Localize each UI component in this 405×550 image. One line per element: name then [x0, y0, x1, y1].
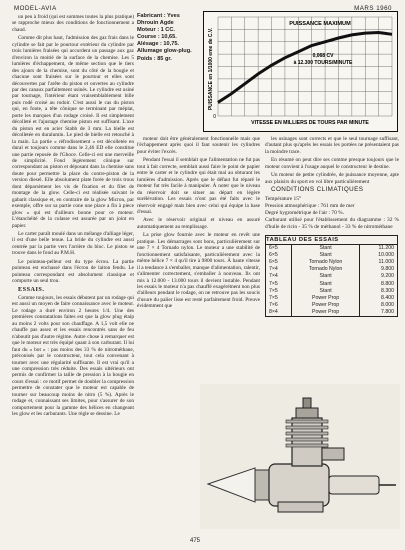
max-power-value: 0,068 CV: [312, 53, 334, 59]
prop-make-cell: Tornado Nylon: [292, 266, 359, 273]
rpm-cell: 9.200: [359, 273, 397, 280]
spec-row: Alésage : 10,75.: [137, 41, 179, 48]
power-curve-chart: [203, 11, 398, 132]
engine-specs: [137, 13, 199, 63]
paragraph: Le carter paraît moulé dans un mélange d'alliage léger, il est d'une belle tenue. La bride du cylindre est aussi centrée par la partie vers l'arrière du bloc. Le piston se trouve dans le fond au P.M.H.: [12, 230, 134, 257]
prop-size-cell: 8×4: [266, 309, 292, 317]
prop-make-cell: Stant: [292, 273, 359, 280]
prop-make-cell: Stant: [292, 245, 359, 253]
spec-row: Moteur : 1 CC.: [137, 27, 175, 34]
prop-make-cell: Stant: [292, 288, 359, 295]
table-row: [266, 259, 398, 266]
paragraph: Avec le réservoir original et niveau en assuré automatiquement au remplissage.: [137, 217, 260, 230]
prop-size-cell: 6×5: [266, 252, 292, 259]
paragraph: Pendant l'essai il semblait que l'alimentation ne fut pas tout à fait correcte, semblait aussi faire le point de papier entre le carter et le cylindre qui était mal au obturant les lumières d'admission. Après que le défaut fut réparé le moteur fut très facile à manipuler. À noter que le niveau du réservoir doit se situer au départ en légère surélévation. Les essais n'ont pas été faits avec le réservoir engagé mais bien avec celui qui équipe la base d'essai.: [137, 157, 260, 215]
prop-size-cell: 7×5: [266, 281, 292, 288]
issue-date: MARS 1960: [354, 5, 392, 12]
climatic-row: Carburant utilisé pour l'établissement du diagramme : 32 % d'huile de ricin - 35 % de méthanol - 33 % de nitrométhane: [265, 216, 399, 230]
prop-size-cell: 6×5: [266, 259, 292, 266]
rear-intake: [329, 476, 379, 494]
article-column-2: [137, 136, 260, 386]
spec-row: Poids : 85 gr.: [137, 55, 172, 62]
climatic-row: Température 15°: [265, 195, 302, 202]
prop-size-cell: 6×5: [266, 245, 292, 253]
paragraph: un peu à froid (qui est sommes toutes la plus pratique) se rapproche mieux des conditions de fonctionnement a chaud.: [12, 14, 134, 33]
table-row: [266, 245, 398, 253]
rpm-cell: 10.000: [359, 252, 397, 259]
table-row: [266, 273, 398, 280]
cylinder: [292, 418, 322, 466]
tests-table-title: TABLEAU DES ESSAIS: [266, 235, 398, 244]
prop-make-cell: Tornado Nylon: [292, 259, 359, 266]
rpm-cell: 9.800: [359, 266, 397, 273]
prop-make-cell: Power Prop: [292, 302, 359, 309]
climatic-conditions: [265, 196, 399, 231]
table-row: [266, 302, 398, 309]
page-number: 475: [190, 538, 201, 544]
table-row: [266, 309, 398, 317]
spec-row: Fabricant : Yves Dhrouin Agde: [137, 13, 180, 27]
max-power-rpm: à 12.300 TOURS/MINUTE: [293, 60, 353, 66]
max-power-label: PUISSANCE MAXIMUM: [289, 21, 351, 27]
y-axis-label: PUISSANCE en 1/1000 eme de C.V.: [208, 27, 214, 111]
rpm-cell: 8.400: [359, 295, 397, 302]
rpm-cell: 7.800: [359, 309, 397, 317]
spec-row: Allumage glow-plug.: [137, 48, 192, 55]
prop-make-cell: Stant: [292, 281, 359, 288]
prop-hub: [255, 470, 269, 500]
article-column-3: [265, 136, 399, 381]
climatic-row: Pression atmosphérique : 761 mm de mer: [265, 202, 355, 209]
prop-size-cell: 7×4: [266, 273, 292, 280]
prop-size-cell: 7×6: [266, 302, 292, 309]
mounting-lugs: [278, 502, 323, 512]
spec-row: Course : 10,65.: [137, 34, 177, 41]
table-row: [266, 288, 398, 295]
rpm-cell: 8.800: [359, 281, 397, 288]
rpm-cell: 8.000: [359, 302, 397, 309]
climatic-row: Degré hygrométrique de l'air : 70 %.: [265, 209, 344, 216]
crankcase: [269, 464, 329, 506]
table-row: [266, 252, 398, 259]
section-title-essais: ESSAIS.: [18, 285, 45, 293]
table-row: [266, 281, 398, 288]
engine-photo: [200, 384, 400, 529]
paragraph: Comme dit plus haut, l'admission des gaz frais dans le cylindre se fait par le pourtour extérieur du cylindre par trois lumières fraisées qui accordent un passage aux gaz d'environ la moitié de la surface de la chemise. Les 5 lumières d'échappement, de même section que le tiers des ajours de la chemise, sont du côté de la bougie et chacune sont fraisées sur le pourtour et elles sont découvertes par l'arête du piston et ouvertes au cylindre par des canaux parfaitement usinés. Le cylindre est usiné par tournage, l'intérieur étant vraisemblablement bille puis rodé croisé au rodoir. C'est aussi le cas du piston qui, en fonte, a tête cônique se terminant par méplat, porte les marques d'un rodage croisé. Il est simplement décolleté et l'ajustage chemise piston est suffisant. L'axe du piston est en acier Stabb de 3 mm. La bielle est décolletée en duralumin. Le pied de bielle est retouché à la main. La partie « réfrodissement » est décolletée en dural et toujours comme dans le 2,46 ED elle constitue une partie reposée de l'Ghoce. Celle-ci est une merveille de simplicité. Fond lègèrement cônique sur correspondant au piston et déposant dans la chemise sans doute pour permettre la place du contre-piston de la version diesel. Elle absolument plate forée de trois trous dont déparsèment les vis de fixation et du filet de montage de la glow. Celle-ci est réalisée suivant le gabarit classique et, en contraire de la glow Micron, par exemple, offre sur sa partie cone une place a fin à piece glow « qui est d'ailleurs bonne pour ce moteur. L'étanchéité de la culasse est assurée par un joint en papier.: [12, 35, 134, 229]
rpm-cell: 8.300: [359, 288, 397, 295]
paragraph: En résumé on peut dire ses comme presque toujours que le moteur convient à l'usage auquel le constructeur le destine.: [265, 157, 399, 170]
prop-make-cell: Power Prop: [292, 295, 359, 302]
cylinder-head: [296, 408, 318, 418]
paragraph: Un moteur de petite cylindrée, de puissance moyenne, apte aux plaisirs du sport en vol libre particulièrement: [265, 172, 399, 185]
article-column-1: [12, 14, 134, 534]
prop-size-cell: 7×5: [266, 288, 292, 295]
magazine-name: MODEL-AVIA: [14, 5, 57, 12]
rpm-cell: 11.000: [359, 259, 397, 266]
paragraph: les usinages sont corrects et que le seul tournage suffisant, d'autant plus qu'après les essais les portées ne présentaient pas la moindre trace.: [265, 136, 399, 155]
prop-make-cell: Stant: [292, 252, 359, 259]
glow-plug: [303, 398, 311, 408]
prop-size-cell: 7×4: [266, 266, 292, 273]
paragraph: moteur doit être généralement fonctionnelle mais que l'échappement après quoi il faut soutenir les cylindres pour éviter l'excès.: [137, 136, 260, 155]
table-row: [266, 266, 398, 273]
climatic-conditions-title: CONDITIONS CLIMATIQUES: [271, 186, 364, 194]
paragraph: La prise glow fournie avec le moteur en revêt une pratique. Les démarrages sont bons, particulièrement sur une 7 × 4 Tornado nylon. Le moteur a une stabilité de fonctionnement satisfaisante, particulièrement avec la même hélice 7 × 4 qu'il tire à 9800 tours. À haute vitesse il a tendance à s'emballer, manque d'alimentation, ralentir, s'alimenter correctement, s'emballer à nouveau. Ils ont mis à 12.000 - 13.000 tours il devient instable. Pendant les essais le moteur n'a pas chauffé exagérément non plus d'ailleurs pendant le rodage, on ne retrouve pas les soucis d'usure du palier lisse est resté parfaitement froid. Preuve évidemment que: [137, 232, 260, 310]
prop-size-cell: 7×5: [266, 295, 292, 302]
x-axis-label: VITESSE EN MILLIERS DE TOURS PAR MINUTE: [251, 120, 369, 126]
exhaust-stack: [322, 448, 344, 460]
paragraph: Comme toujours, les essais débutent par un rodage qui est aussi un moyen de faire connaissance avec le moteur. Le rodage a duré environ 2 heures 1/4. Une des premières constatations faites est que la glow plug étaip au moins 2 volts pour son chauffage. A 1,5 volt elle ne chauffe pas assez et les essais rencontrés sans de feu n'aboutit pas d'autre régime. Autre chose à remarquer est que le moteur est très équipé quant à son carburant. Il lui faut du « bot » : pas moins des 33 % de nitrométhane, préconisés par le constructeur, tout cela convenant à tourner avec une régularité suffisante. Il est vrai qu'il a une compression très réduite. Des essais ultérieurs ont permis de confirmer la taille de pression à la bougie en cours d'essai : ce motif permet de doubler la compression permettre de constater que le moteur est capable de tourner sur beaucoup moins de nitro (5 %). Après le rodage et, connaissant ses limites, pour s'assurer de son comportement pour la gamme des hélices en changeant les glow et les carburants. Une règle se dessine. Le: [12, 295, 134, 418]
prop-make-cell: Power Prop: [292, 309, 359, 317]
paragraph: Le pointeau-pelleur est du type écrou. La partie pointeau est enchassé dans l'écrou de laiton fendu. Le pointeau correspondant est absolument classique et comporte un seul trou.: [12, 258, 134, 285]
rpm-cell: 11.200: [359, 245, 397, 253]
tests-table: [265, 235, 398, 317]
y-tick-label: 0: [213, 114, 216, 120]
table-row: [266, 295, 398, 302]
